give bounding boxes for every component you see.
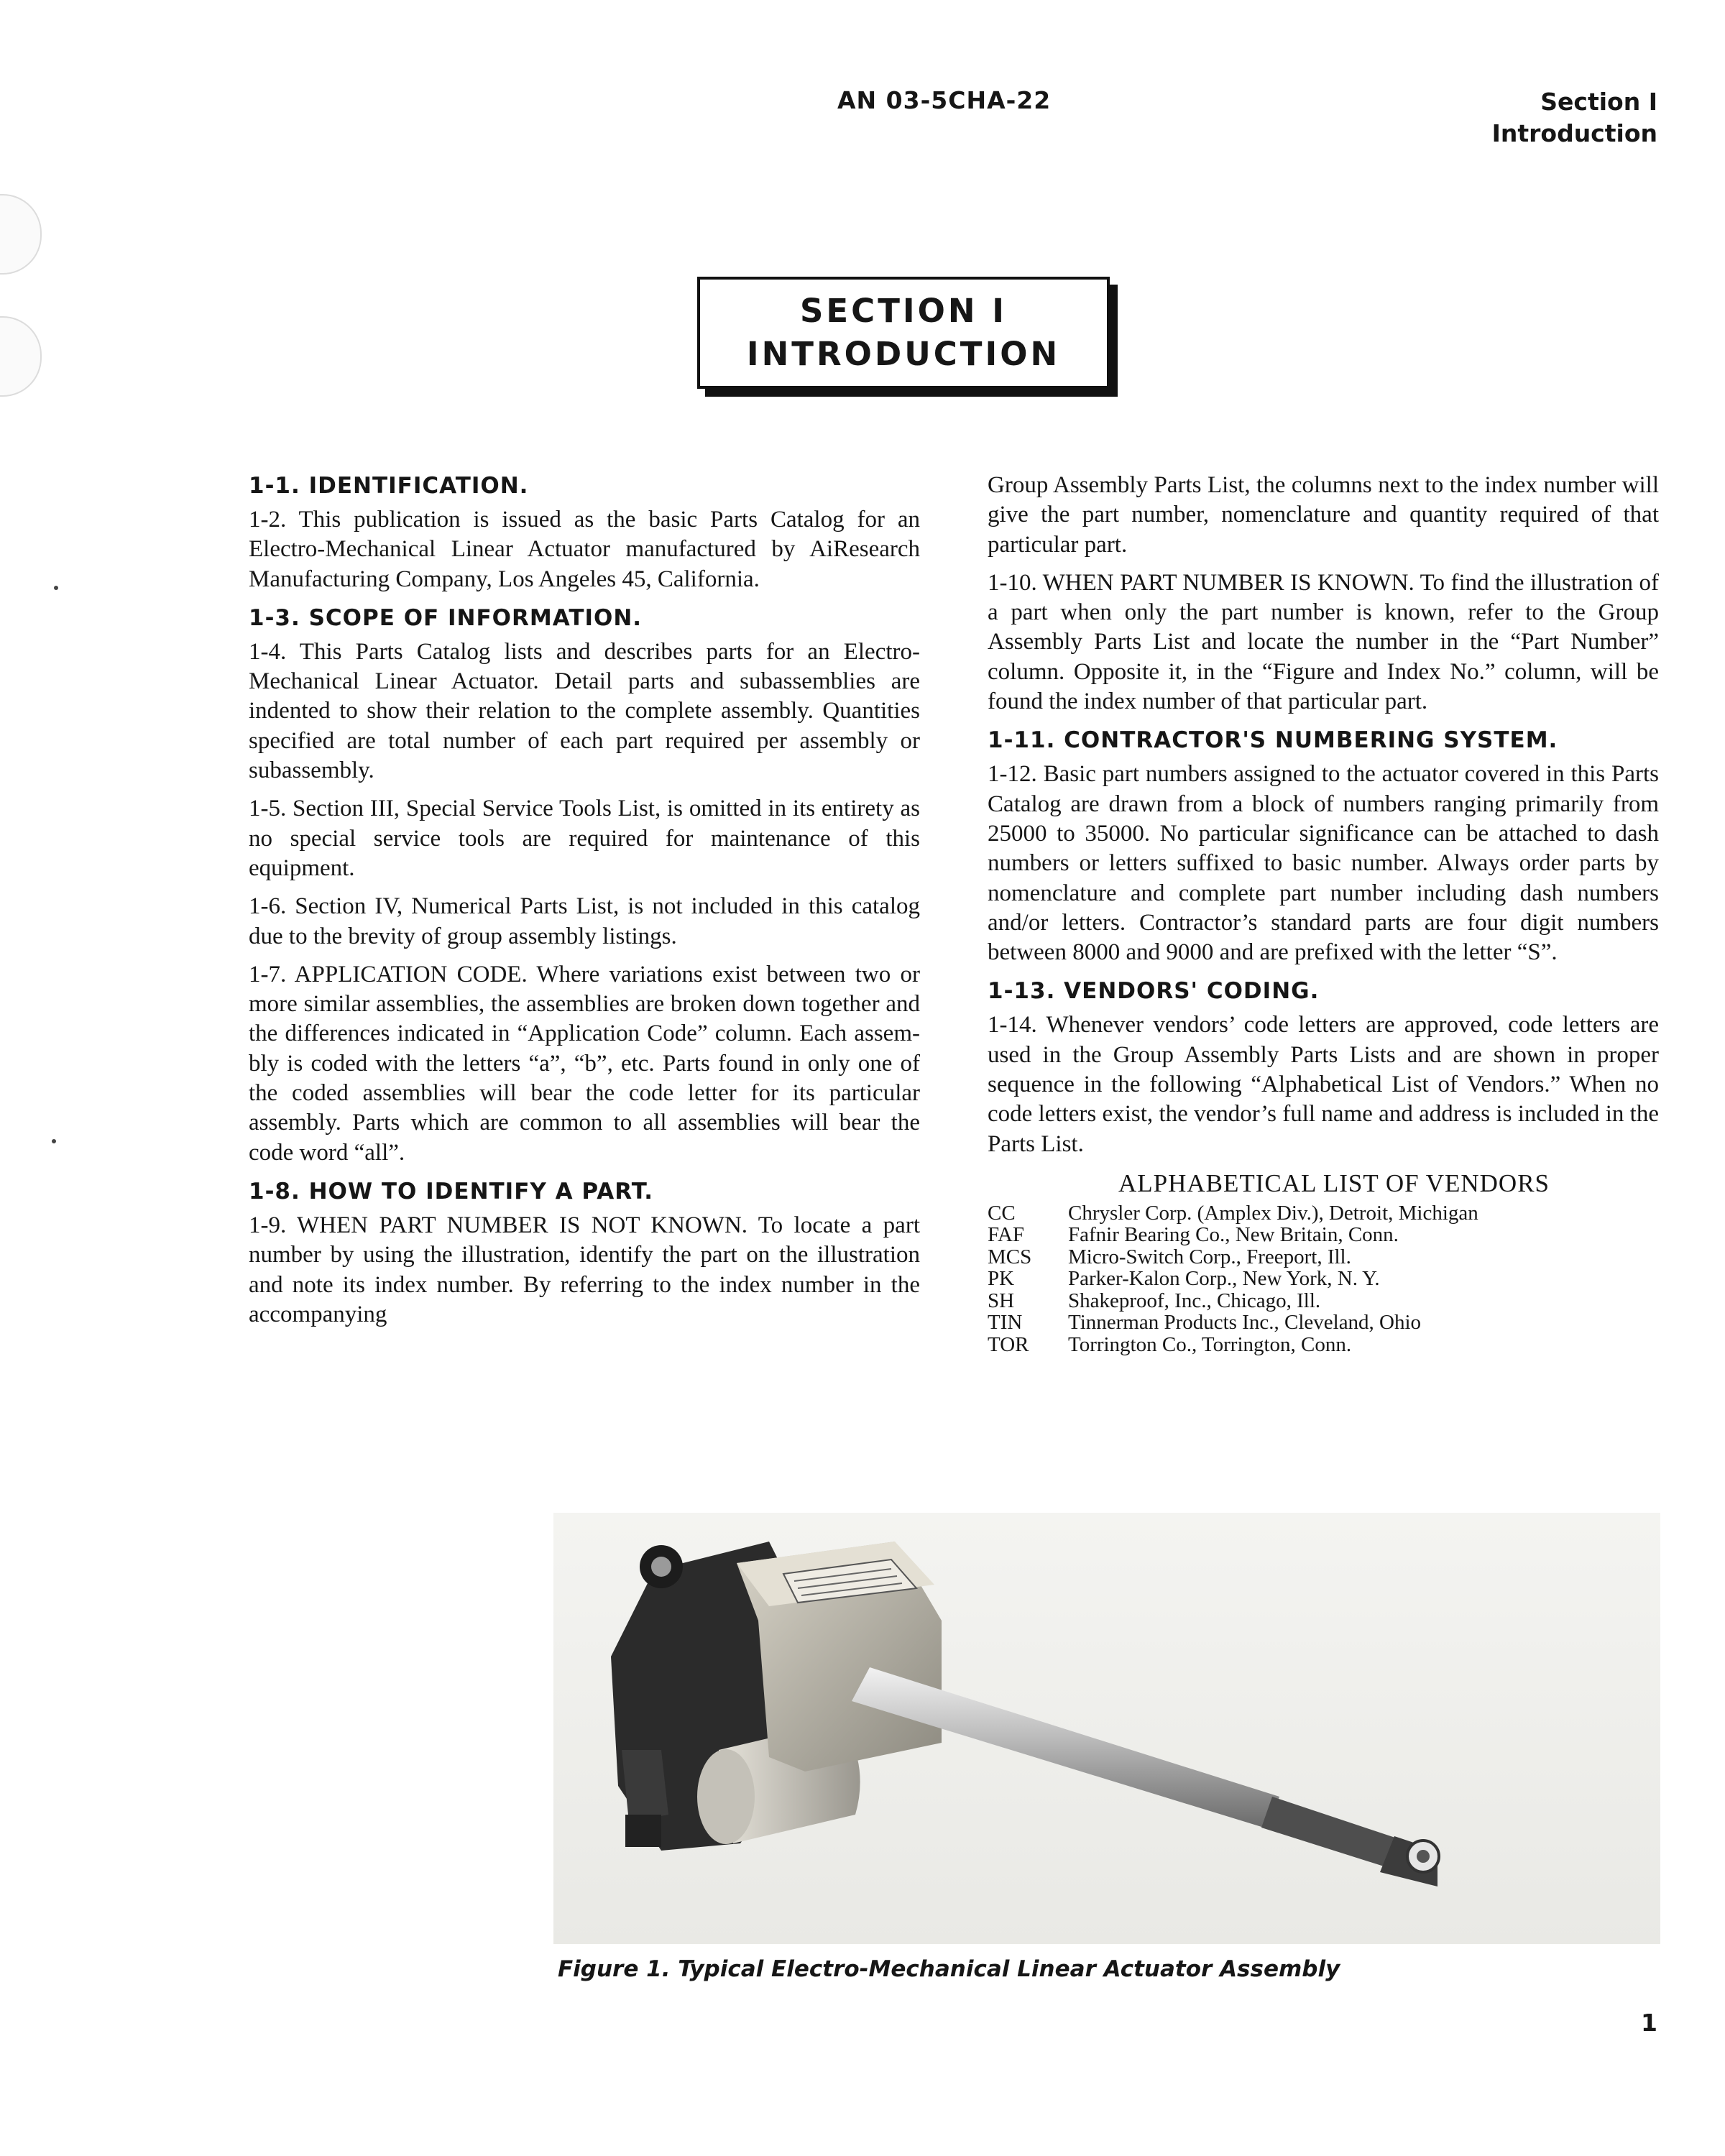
heading-vendors-coding: 1-13. VENDORS' CODING.: [988, 978, 1320, 1005]
vendor-row: [988, 1202, 1659, 1225]
vendor-row: [988, 1290, 1659, 1312]
punch-hole-middle: [0, 316, 42, 397]
figure-caption: Figure 1. Typical Electro-Mechanical Linear Actuator Assembly: [558, 1956, 1340, 1982]
vendor-name: Shakeproof, Inc., Chicago, Ill.: [1068, 1289, 1321, 1312]
heading-numbering-system: 1-11. CONTRACTOR'S NUMBERING SYSTEM.: [988, 727, 1558, 754]
paragraph-1-2: 1-2. This publication is issued as the basic Parts Catalog for an Electro-Mechanical Linear Actuator manufactured by AiResearch Manufacturing Company, Los Angeles 45, California.: [249, 507, 920, 592]
publication-id: AN 03-5CHA-22: [837, 86, 1052, 114]
vendor-code: MCS: [988, 1245, 1032, 1268]
margin-mark: [52, 1139, 56, 1143]
vendor-code: CC: [988, 1201, 1016, 1225]
left-column: [249, 471, 920, 1338]
margin-mark: [54, 586, 58, 590]
actuator-photo: [553, 1513, 1660, 1944]
punch-hole-top: [0, 194, 42, 275]
paragraph-1-4: 1-4. This Parts Catalog lists and describes parts for an Electro-Mechanical Linear Actuator. Detail parts and subassemblies are indented to show their relation to the complete assembly. Quantities specified are total number of each part required per assembly or subassembly.: [249, 638, 920, 784]
right-column: [988, 471, 1659, 1355]
paragraph-1-10: 1-10. WHEN PART NUMBER IS KNOWN. To find the illustration of a part when only the part number is known, refer to the Group Assembly Parts List and locate the number in the “Part Number” column. Opposite it, in the “Figure and Index No.” column, will be found the index number of that particular part.: [988, 569, 1659, 715]
section-title-line1: SECTION I: [800, 292, 1007, 330]
paragraph-1-14: 1-14. Whenever vendors’ code letters are approved, code letters are used in the Group Assembly Parts Lists and are shown in proper sequence in the following “Alphabetical List of Vendors.” When no code letters exist, the vendor’s full name and address is included in the Parts List.: [988, 1012, 1659, 1157]
vendor-name: Parker-Kalon Corp., New York, N. Y.: [1068, 1267, 1380, 1291]
section-title-header: Introduction: [1491, 119, 1657, 147]
paragraph-1-9-continued: Group Assembly Parts List, the columns next to the index number will give the part number, nomenclature and quantity required of that particular part.: [988, 472, 1659, 558]
vendor-row: [988, 1224, 1659, 1246]
vendor-code: SH: [988, 1289, 1015, 1312]
vendor-name: Tinnerman Products Inc., Cleveland, Ohio: [1068, 1311, 1422, 1335]
page-number: 1: [1641, 2009, 1657, 2037]
paragraph-1-9: 1-9. WHEN PART NUMBER IS NOT KNOWN. To locate a part number by using the illustration, identify the part on the illustration and note its index number. By referring to the index number in the accompanying: [249, 1212, 920, 1327]
vendor-list-title: ALPHABETICAL LIST OF VENDORS: [1118, 1169, 1550, 1197]
vendor-list: [988, 1202, 1659, 1356]
vendor-code: TOR: [988, 1332, 1029, 1356]
actuator-illustration: [553, 1513, 1660, 1944]
vendor-row: [988, 1246, 1659, 1268]
vendor-name: Micro-Switch Corp., Freeport, Ill.: [1068, 1245, 1351, 1268]
vendor-row: [988, 1268, 1659, 1290]
running-header: [1492, 86, 1657, 149]
section-label: Section I: [1540, 88, 1657, 116]
heading-scope: 1-3. SCOPE OF INFORMATION.: [249, 604, 643, 631]
vendor-name: Torrington Co., Torrington, Conn.: [1068, 1332, 1352, 1356]
section-title-line2: INTRODUCTION: [746, 335, 1061, 373]
vendor-code: TIN: [988, 1311, 1023, 1335]
vendor-name: Chrysler Corp. (Amplex Div.), Detroit, Michigan: [1068, 1201, 1478, 1225]
paragraph-1-7: 1-7. APPLICATION CODE. Where variations exist between two or more similar assemblies, the assemblies are broken down together and the differences indicated in “Application Code” column. Each assembly is coded with the letters “a”, “b”, etc. Parts found in only one of the coded assemblies will bear the code letter for its particular assembly. Parts which are common to all assemblies will bear the code word “all”.: [249, 961, 920, 1166]
heading-identification: 1-1. IDENTIFICATION.: [249, 473, 529, 499]
paragraph-1-5: 1-5. Section III, Special Service Tools List, is omitted in its entirety as no special service tools are required for maintenance of this equipment.: [249, 796, 920, 881]
paragraph-1-12: 1-12. Basic part numbers assigned to the actuator covered in this Parts Catalog are drawn from a block of numbers ranging primarily from 25000 to 35000. No particular significance can be attached to dash numbers or letters suffixed to basic number. Always order parts by nomenclature and complete part number including dash numbers and/or letters. Contractor’s standard parts are four digit numbers between 8000 and 9000 and are prefixed with the letter “S”.: [988, 761, 1659, 966]
vendor-code: FAF: [988, 1223, 1025, 1247]
vendor-row: [988, 1312, 1659, 1334]
vendor-row: [988, 1334, 1659, 1356]
heading-identify-part: 1-8. HOW TO IDENTIFY A PART.: [249, 1178, 653, 1204]
vendor-code: PK: [988, 1267, 1015, 1291]
paragraph-1-6: 1-6. Section IV, Numerical Parts List, is not included in this catalog due to the brevity of group assembly listings.: [249, 893, 920, 949]
section-title-box: [697, 277, 1110, 389]
vendor-name: Fafnir Bearing Co., New Britain, Conn.: [1068, 1223, 1399, 1247]
